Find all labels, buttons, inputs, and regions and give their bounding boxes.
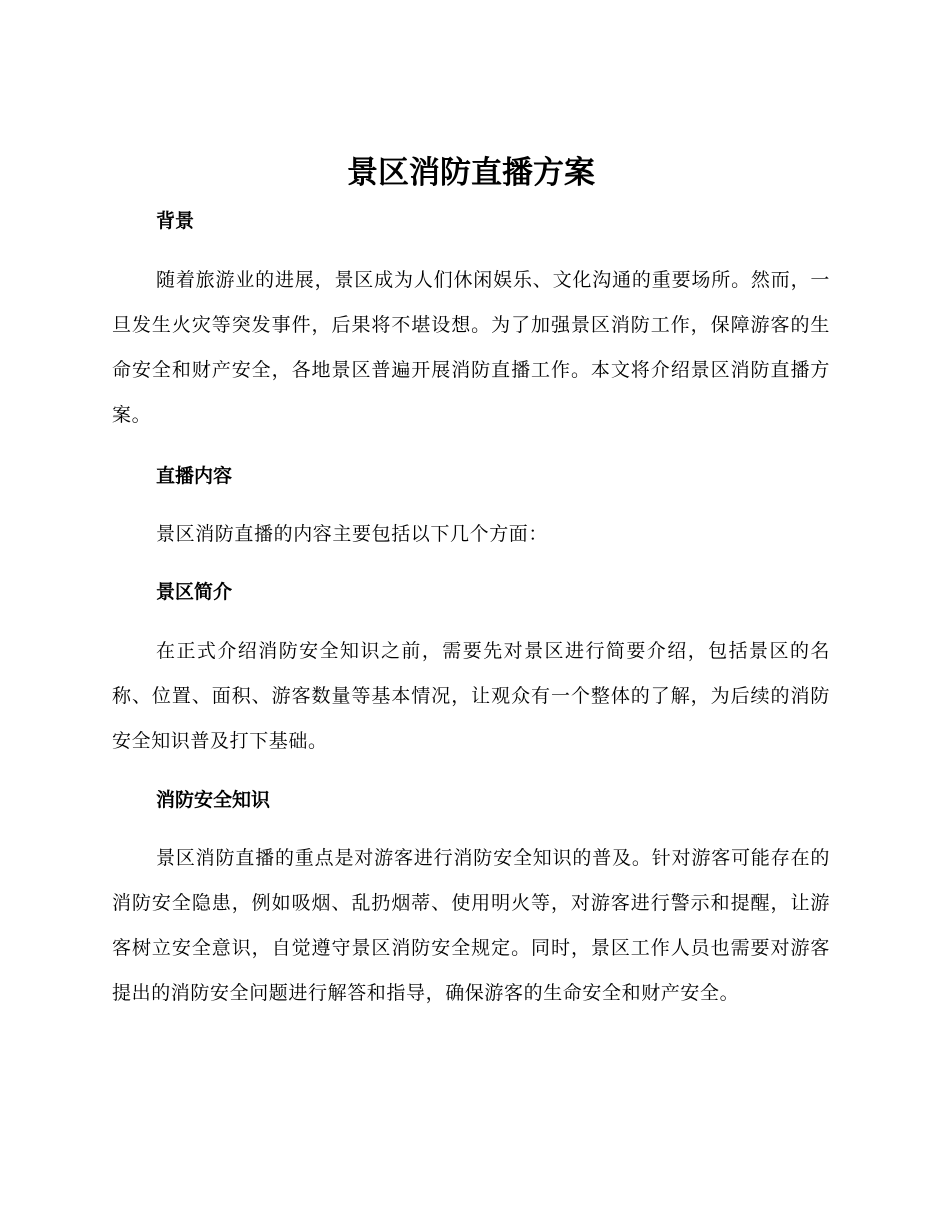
section-paragraph-fire-safety: 景区消防直播的重点是对游客进行消防安全知识的普及。针对游客可能存在的消防安全隐患，例如吸烟、乱扔烟蒂、使用明火等，对游客进行警示和提醒，让游客树立安全意识，自觉遵守景区消防安全规定。同时，景区工作人员也需要对游客提出的消防安全问题进行解答和指导，确保游客的生命安全和财产安全。 [112,847,830,1004]
section-heading-live-content: 直播内容 [156,465,233,487]
section-heading-background: 背景 [156,210,195,232]
section-paragraph-scenic-intro: 在正式介绍消防安全知识之前，需要先对景区进行简要介绍，包括景区的名称、位置、面积、游客数量等基本情况，让观众有一个整体的了解，为后续的消防安全知识普及打下基础。 [112,640,830,752]
section-paragraph-background: 随着旅游业的进展，景区成为人们休闲娱乐、文化沟通的重要场所。然而，一旦发生火灾等突发事件，后果将不堪设想。为了加强景区消防工作，保障游客的生命安全和财产安全，各地景区普遍开展消防直播工作。本文将介绍景区消防直播方案。 [112,269,830,426]
document-body [112,150,830,1016]
document-title: 景区消防直播方案 [347,155,595,191]
section-heading-fire-safety: 消防安全知识 [156,789,271,811]
section-paragraph-live-content: 景区消防直播的内容主要包括以下几个方面： [156,523,549,545]
section-heading-scenic-intro: 景区简介 [156,581,233,603]
